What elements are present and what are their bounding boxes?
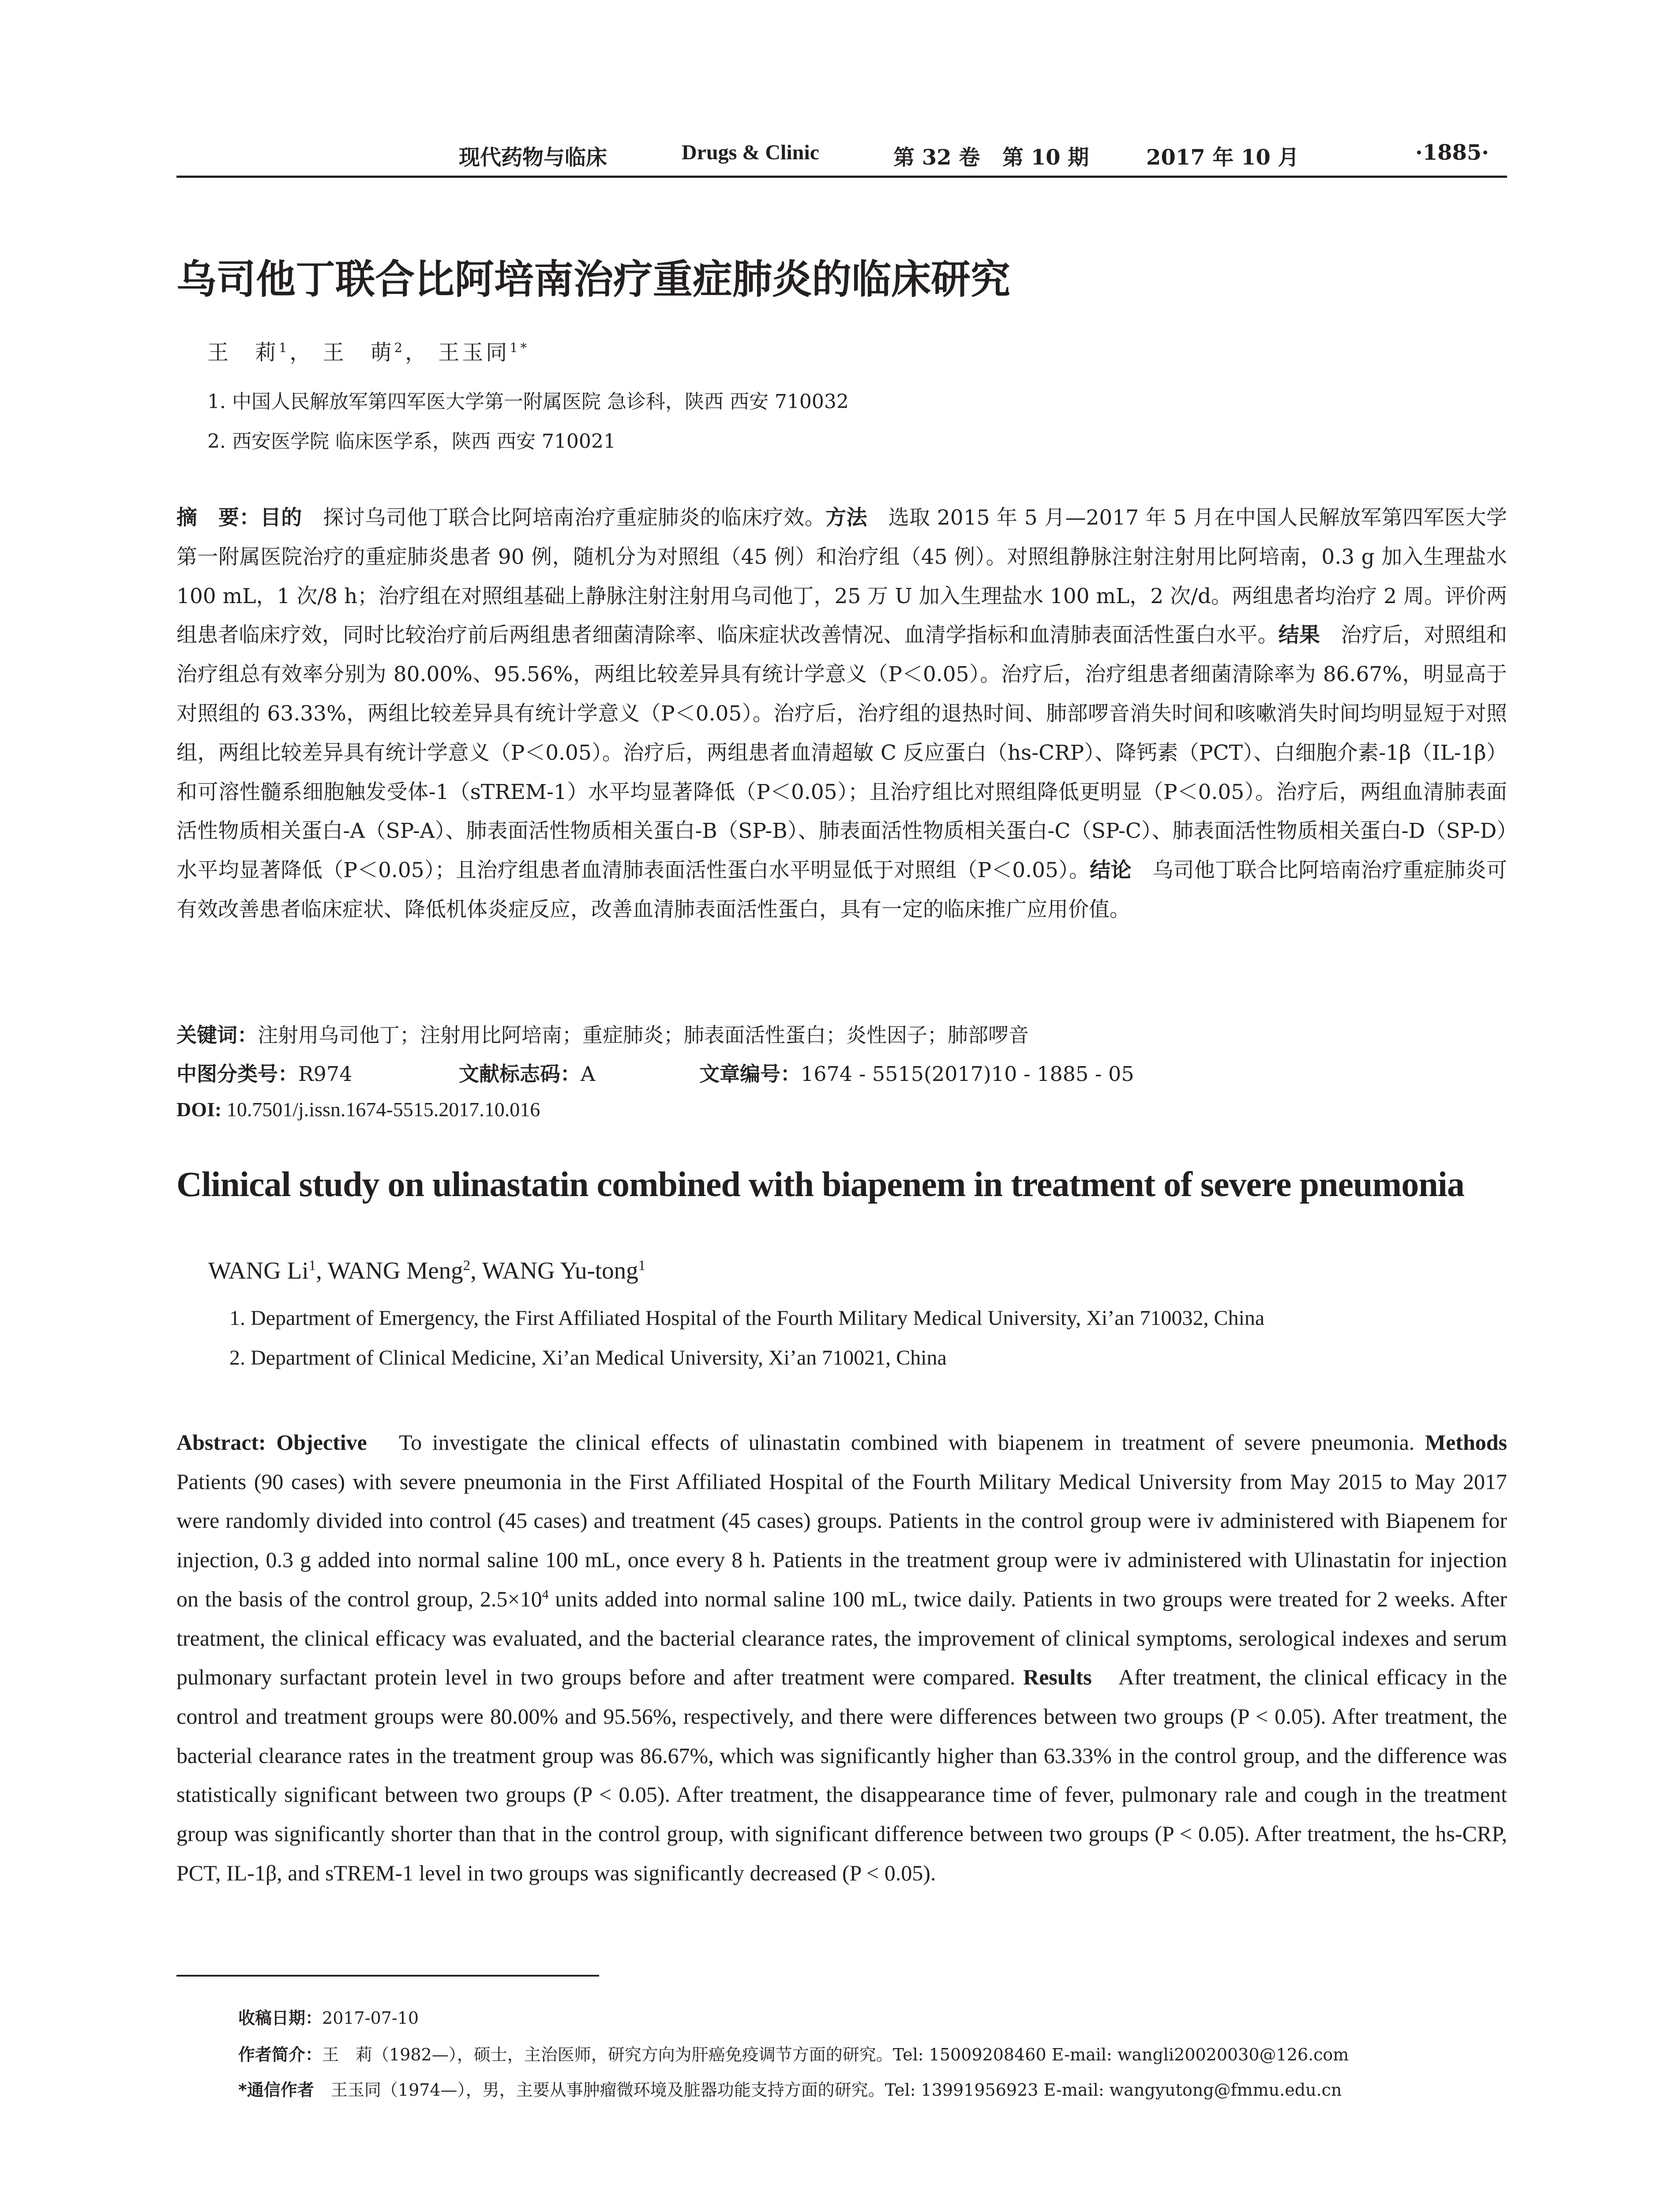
english-affiliation-2: 2. Department of Clinical Medicine, Xi’an Medical University, Xi’an 710021, China xyxy=(229,1346,947,1369)
doc-code-label: 文献标志码： xyxy=(459,1062,581,1086)
keywords-label: 关键词： xyxy=(176,1023,258,1047)
en-results-text: After treatment, the clinical efficacy in the control and treatment groups were 80.00% and 95.56%, respectively, and there were differences between two groups (P < 0.05). After treatment, the bacterial clearance rates in the treatment group was 86.67%, which was significantly higher than 63.33% in the control group, and the difference was statistically significant between two groups (P < 0.05). After treatment, the disappearance time of fever, pulmonary rale and cough in the treatment group was significantly shorter than that in the control group, with significant difference between two groups (P < 0.05). After treatment, the hs-CRP, PCT, IL-1β, and sTREM-1 level in two groups was significantly decreased (P < 0.05). xyxy=(176,1665,1508,1885)
doi-line xyxy=(176,1098,540,1121)
abstract-label: 摘 要： xyxy=(176,506,260,530)
article-number-line xyxy=(699,1058,1134,1087)
author-name: WANG Li xyxy=(208,1257,309,1284)
header-journal-cn: 现代药物与临床 xyxy=(459,145,608,170)
author-name: 王 萌 xyxy=(322,340,394,365)
conclusion-label: 结论 xyxy=(1090,858,1132,883)
document-code-line xyxy=(459,1058,595,1087)
en-methods-label: Methods xyxy=(1425,1430,1508,1455)
doc-code-value: A xyxy=(581,1062,596,1086)
en-abstract-label: Abstract: Objective xyxy=(176,1430,367,1455)
english-abstract xyxy=(176,1423,1507,1892)
english-title: Clinical study on ulinastatin combined with biapenem in treatment of severe pneumonia xyxy=(176,1165,1464,1204)
received-label: 收稿日期： xyxy=(238,2008,322,2028)
objective-text: 探讨乌司他丁联合比阿培南治疗重症肺炎的临床疗效。 xyxy=(323,506,826,530)
author-name: 王 莉 xyxy=(207,340,279,365)
header-volume: 第 32 卷 xyxy=(893,145,980,170)
author-sup: 1 xyxy=(638,1257,646,1274)
author-sup: 2 xyxy=(463,1257,471,1274)
results-label: 结果 xyxy=(1278,623,1320,648)
author-bio-label: 作者简介： xyxy=(238,2045,322,2064)
results-text: 治疗后，对照组和治疗组总有效率分别为 80.00%、95.56%，两组比较差异具有统计学意义（P＜0.05）。治疗后，治疗组患者细菌清除率为 86.67%，明显高于对照组的 63.33%，两组比较差异具有统计学意义（P＜0.05）。治疗后，治疗组的退热时间、肺部啰音消失时间和咳嗽消失时间均明显短于对照组，两组比较差异具有统计学意义（P＜0.05）。治疗后，两组患者血清超敏 C 反应蛋白（hs-CRP）、降钙素（PCT）、白细胞介素-1β（IL-1β）和可溶性髓系细胞触发受体-1（sTREM-1）水平均显著降低（P＜0.05）；且治疗组比对照组降低更明显（P＜0.05）。治疗后，两组血清肺表面活性物质相关蛋白-A（SP-A）、肺表面活性物质相关蛋白-B（SP-B）、肺表面活性物质相关蛋白-C（SP-C）、肺表面活性物质相关蛋白-D（SP-D）水平均显著降低（P＜0.05）；且治疗组患者血清肺表面活性蛋白水平明显低于对照组（P＜0.05）。 xyxy=(176,623,1508,883)
header-rule xyxy=(176,176,1507,178)
en-methods-text-cont: units added into normal saline 100 mL, twice daily. Patients in two groups were treated for 2 weeks. After treatment, the clinical efficacy was evaluated, and the bacterial clearance rates, the improvement of clinical symptoms, serological indexes and serum pulmonary surfactant protein level in two groups before and after treatment were compared. xyxy=(176,1586,1507,1690)
chinese-authors: 王 莉$^1$， 王 萌$^2$， 王玉同$^{1*}$ xyxy=(207,340,529,365)
conclusion-text: 乌司他丁联合比阿培南治疗重症肺炎可有效改善患者临床症状、降低机体炎症反应，改善血清肺表面活性蛋白，具有一定的临床推广应用价值。 xyxy=(176,858,1508,922)
en-methods-text: Patients (90 cases) with severe pneumonia in the First Affiliated Hospital of the Fourth Military Medical University from May 2015 to May 2017 were randomly divided into control (45 cases) and treatment (45 cases) groups. Patients in the control group were iv administered with Biapenem for injection, 0.3 g added into normal saline 100 mL, once every 8 h. Patients in the treatment group were iv administered with Ulinastatin for injection on the basis of the control group, 2.5×10 xyxy=(176,1469,1507,1611)
header-page-number: ·1885· xyxy=(1415,140,1489,165)
received-value: 2017-07-10 xyxy=(322,2008,419,2028)
header-date: 2017 年 10 月 xyxy=(1146,145,1299,170)
footnote-rule xyxy=(176,1975,599,1977)
chinese-affiliation-1: 1. 中国人民解放军第四军医大学第一附属医院 急诊科，陕西 西安 710032 xyxy=(207,390,849,413)
en-objective-text: To investigate the clinical effects of ulinastatin combined with biapenem in treatment of severe pneumonia. xyxy=(399,1430,1415,1455)
author-sup: 2 xyxy=(394,340,405,355)
footnote-corresponding xyxy=(238,2076,1342,2101)
corresponding-label: *通信作者 xyxy=(238,2080,314,2100)
chinese-abstract xyxy=(176,499,1507,930)
chinese-title: 乌司他丁联合比阿培南治疗重症肺炎的临床研究 xyxy=(176,256,1010,303)
author-sup: 1 xyxy=(308,1257,316,1274)
objective-label: 目的 xyxy=(260,506,302,530)
author-sup: 1 xyxy=(279,340,290,355)
author-name: WANG Meng xyxy=(327,1257,463,1284)
en-methods-exponent: 4 xyxy=(542,1587,549,1602)
author-sup: 1* xyxy=(510,340,529,355)
doi-value: 10.7501/j.issn.1674-5515.2017.10.016 xyxy=(226,1098,540,1121)
article-no-label: 文章编号： xyxy=(699,1062,801,1086)
methods-label: 方法 xyxy=(825,506,868,530)
english-authors: WANG Li$^1$, WANG Meng$^2$, WANG Yu-tong$^1$ xyxy=(208,1257,646,1284)
article-no-value: 1674 - 5515(2017)10 - 1885 - 05 xyxy=(801,1062,1134,1086)
english-affiliation-1: 1. Department of Emergency, the First Affiliated Hospital of the Fourth Military Medical University, Xi’an 710032, China xyxy=(229,1306,1265,1330)
header-journal-en: Drugs & Clinic xyxy=(682,141,819,164)
clc-value: R974 xyxy=(298,1062,352,1086)
chinese-keywords xyxy=(176,1019,1029,1048)
footnote-received xyxy=(238,2004,419,2029)
methods-text: 选取 2015 年 5 月—2017 年 5 月在中国人民解放军第四军医大学第一附属医院治疗的重症肺炎患者 90 例，随机分为对照组（45 例）和治疗组（45 例）。对照组静脉注射注射用比阿培南，0.3 g 加入生理盐水 100 mL，1 次/8 h；治疗组在对照组基础上静脉注射注射用乌司他丁，25 万 U 加入生理盐水 100 mL，2 次/d。两组患者均治疗 2 周。评价两组患者临床疗效，同时比较治疗前后两组患者细菌清除率、临床症状改善情况、血清学指标和血清肺表面活性蛋白水平。 xyxy=(176,506,1508,648)
chinese-affiliation-2: 2. 西安医学院 临床医学系，陕西 西安 710021 xyxy=(207,430,616,453)
clc-label: 中图分类号： xyxy=(176,1062,298,1086)
footnote-author xyxy=(238,2041,1349,2065)
author-name: 王玉同 xyxy=(438,340,510,365)
doi-label: DOI: xyxy=(176,1098,222,1121)
author-name: WANG Yu-tong xyxy=(482,1257,638,1284)
corresponding-text: 王玉同（1974—），男，主要从事肿瘤微环境及脏器功能支持方面的研究。Tel: 13991956923 E-mail: wangyutong@fmmu.edu.cn xyxy=(330,2080,1342,2100)
en-results-label: Results xyxy=(1023,1665,1092,1690)
author-bio-text: 王 莉（1982—），硕士，主治医师，研究方向为肝癌免疫调节方面的研究。Tel: 15009208460 E-mail: wangli20020030@126.com xyxy=(322,2045,1349,2064)
keywords-text: 注射用乌司他丁；注射用比阿培南；重症肺炎；肺表面活性蛋白；炎性因子；肺部啰音 xyxy=(258,1023,1029,1047)
header-issue: 第 10 期 xyxy=(1002,145,1089,170)
classification-line xyxy=(176,1058,352,1087)
